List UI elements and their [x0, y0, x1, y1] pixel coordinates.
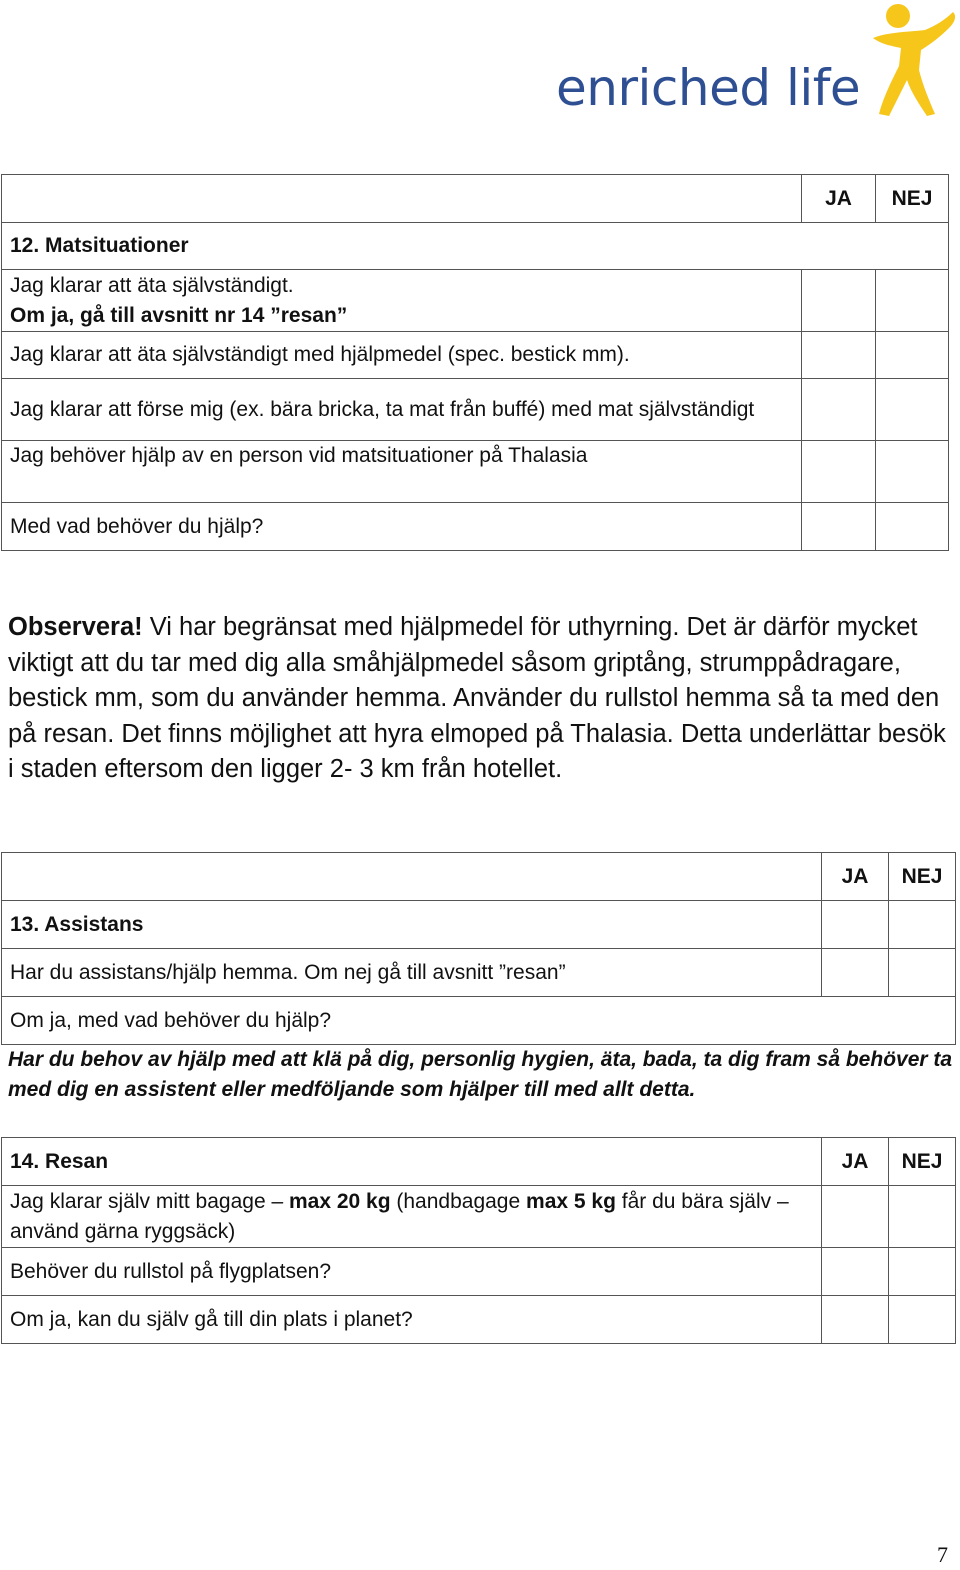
observe-text: Vi har begränsat med hjälpmedel för uthyrning. Det är därför mycket viktigt att du tar med dig alla småhjälpmedel såsom griptång, strumppådragare, bestick mm, som du använder hemma. Använder du rullstol hemma så ta med den på resan. Det finns möjlighet att hyra elmoped på Thalasia. Detta underlättar besök i staden eftersom den ligger 2- 3 km från hotellet. [8, 613, 946, 783]
question-text: Om ja, kan du själv gå till din plats i planet? [2, 1296, 822, 1344]
assistant-note: Har du behov av hjälp med att klä på dig, personlig hygien, äta, bada, ta dig fram så behöver ta med dig en assistent eller medföljande som hjälper till med allt detta. [8, 1048, 953, 1101]
nej-checkbox[interactable] [889, 1248, 956, 1296]
question-text: Jag klarar att äta självständigt. [10, 273, 294, 297]
section-title: 14. Resan [2, 1138, 822, 1186]
ja-header: JA [802, 175, 876, 223]
header-blank [2, 853, 822, 901]
text-bold: max 5 kg [526, 1189, 616, 1213]
section-13-table [1, 852, 956, 1045]
ja-checkbox[interactable] [822, 1186, 889, 1248]
question-text [2, 1186, 822, 1248]
ja-checkbox[interactable] [802, 503, 876, 551]
observe-note [8, 610, 953, 788]
ja-checkbox[interactable] [822, 901, 889, 949]
nej-checkbox[interactable] [876, 503, 949, 551]
nej-checkbox[interactable] [889, 901, 956, 949]
section-title: 13. Assistans [2, 901, 822, 949]
answer-field[interactable]: Om ja, med vad behöver du hjälp? [2, 997, 956, 1045]
question-text: Jag klarar att förse mig (ex. bära bricka, ta mat från buffé) med mat självständigt [2, 379, 802, 441]
section-12-table [1, 174, 949, 551]
nej-checkbox[interactable] [889, 1186, 956, 1248]
nej-checkbox[interactable] [876, 270, 949, 332]
brand-name: enriched life [556, 59, 861, 117]
nej-checkbox[interactable] [889, 949, 956, 997]
nej-header: NEJ [876, 175, 949, 223]
ja-checkbox[interactable] [822, 1248, 889, 1296]
section-14-table [1, 1137, 956, 1344]
nej-header: NEJ [889, 1138, 956, 1186]
observe-label: Observera! [8, 613, 143, 641]
nej-checkbox[interactable] [876, 379, 949, 441]
nej-checkbox[interactable] [889, 1296, 956, 1344]
nej-header: NEJ [889, 853, 956, 901]
person-figure-icon [865, 0, 960, 120]
nej-checkbox[interactable] [876, 441, 949, 503]
page-number: 7 [937, 1542, 948, 1567]
ja-header: JA [822, 1138, 889, 1186]
question-text: Har du assistans/hjälp hemma. Om nej gå till avsnitt ”resan” [2, 949, 822, 997]
question-text: Behöver du rullstol på flygplatsen? [2, 1248, 822, 1296]
question-text: Med vad behöver du hjälp? [2, 503, 802, 551]
ja-checkbox[interactable] [802, 379, 876, 441]
nej-checkbox[interactable] [876, 332, 949, 379]
ja-checkbox[interactable] [822, 949, 889, 997]
enriched-life-logo [550, 0, 960, 125]
ja-checkbox[interactable] [802, 270, 876, 332]
text-part: Jag klarar själv mitt bagage – [10, 1189, 289, 1213]
ja-checkbox[interactable] [802, 441, 876, 503]
question-instruction: Om ja, gå till avsnitt nr 14 ”resan” [10, 303, 348, 327]
question-text: Jag klarar att äta självständigt med hjälpmedel (spec. bestick mm). [2, 332, 802, 379]
text-part: (handbagage [390, 1189, 527, 1213]
question-text: Jag behöver hjälp av en person vid matsituationer på Thalasia [2, 441, 802, 503]
ja-checkbox[interactable] [802, 332, 876, 379]
ja-header: JA [822, 853, 889, 901]
text-part: får du bära själv – använd gärna ryggsäck) [10, 1189, 789, 1243]
text-bold: max 20 kg [288, 1189, 391, 1213]
ja-checkbox[interactable] [822, 1296, 889, 1344]
section-title: 12. Matsituationer [2, 223, 949, 270]
question-cell [2, 270, 802, 332]
header-blank [2, 175, 802, 223]
